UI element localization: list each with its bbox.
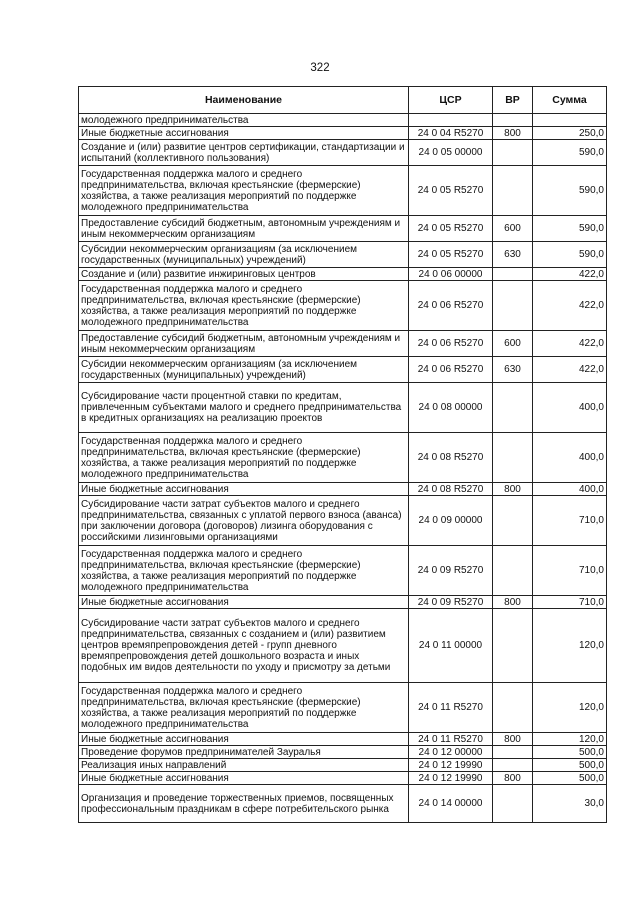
- table-row: [79, 268, 607, 281]
- row-sum-cell: 250,0: [533, 127, 607, 140]
- row-vr-cell: [493, 433, 533, 483]
- row-csr-cell: 24 0 08 00000: [409, 383, 493, 433]
- table-row: [79, 733, 607, 746]
- row-vr-cell: 600: [493, 331, 533, 357]
- row-sum-cell: 500,0: [533, 759, 607, 772]
- table-row: [79, 596, 607, 609]
- row-sum-cell: 422,0: [533, 281, 607, 331]
- row-name-cell: Государственная поддержка малого и среднего предпринимательства, включая крестьянские (фермерские) хозяйства, а также реализация мероприятий по поддержке молодежного предпринимательства: [79, 281, 409, 331]
- row-vr-cell: [493, 383, 533, 433]
- table-row: [79, 785, 607, 823]
- row-name-cell: Государственная поддержка малого и среднего предпринимательства, включая крестьянские (фермерские) хозяйства, а также реализация мероприятий по поддержке молодежного предпринимательства: [79, 433, 409, 483]
- row-sum-cell: 120,0: [533, 683, 607, 733]
- row-name-cell: Государственная поддержка малого и среднего предпринимательства, включая крестьянские (фермерские) хозяйства, а также реализация мероприятий по поддержке молодежного предпринимательства: [79, 546, 409, 596]
- row-csr-cell: 24 0 06 00000: [409, 268, 493, 281]
- row-csr-cell: 24 0 09 R5270: [409, 596, 493, 609]
- row-vr-cell: [493, 785, 533, 823]
- row-sum-cell: 500,0: [533, 772, 607, 785]
- table-row: [79, 433, 607, 483]
- row-name-cell: Иные бюджетные ассигнования: [79, 127, 409, 140]
- row-csr-cell: 24 0 06 R5270: [409, 331, 493, 357]
- row-vr-cell: 800: [493, 772, 533, 785]
- row-csr-cell: 24 0 11 R5270: [409, 733, 493, 746]
- row-sum-cell: 422,0: [533, 357, 607, 383]
- row-vr-cell: [493, 496, 533, 546]
- row-csr-cell: 24 0 12 19990: [409, 759, 493, 772]
- header-sum: Сумма: [533, 87, 607, 114]
- row-name-cell: Государственная поддержка малого и среднего предпринимательства, включая крестьянские (фермерские) хозяйства, а также реализация мероприятий по поддержке молодежного предпринимательства: [79, 683, 409, 733]
- row-vr-cell: [493, 683, 533, 733]
- row-vr-cell: 600: [493, 216, 533, 242]
- row-csr-cell: 24 0 12 19990: [409, 772, 493, 785]
- row-sum-cell: 590,0: [533, 216, 607, 242]
- row-csr-cell: 24 0 05 R5270: [409, 216, 493, 242]
- table-row: [79, 242, 607, 268]
- row-name-cell: Субсидии некоммерческим организациям (за исключением государственных (муниципальных) учреждений): [79, 242, 409, 268]
- table-row: [79, 281, 607, 331]
- row-csr-cell: 24 0 04 R5270: [409, 127, 493, 140]
- row-name-cell: Субсидирование части процентной ставки по кредитам, привлеченным субъектами малого и среднего предпринимательства в кредитных организациях на реализацию проектов: [79, 383, 409, 433]
- header-name: Наименование: [79, 87, 409, 114]
- row-vr-cell: [493, 746, 533, 759]
- row-name-cell: Создание и (или) развитие центров сертификации, стандартизации и испытаний (коллективного пользования): [79, 140, 409, 166]
- row-sum-cell: 710,0: [533, 496, 607, 546]
- table-row: [79, 127, 607, 140]
- row-sum-cell: 590,0: [533, 166, 607, 216]
- row-vr-cell: [493, 759, 533, 772]
- row-vr-cell: 800: [493, 127, 533, 140]
- row-csr-cell: 24 0 05 00000: [409, 140, 493, 166]
- table-row: [79, 140, 607, 166]
- row-csr-cell: 24 0 05 R5270: [409, 166, 493, 216]
- row-vr-cell: 630: [493, 357, 533, 383]
- table-header-row: [79, 87, 607, 114]
- row-csr-cell: 24 0 08 R5270: [409, 433, 493, 483]
- table-row: [79, 546, 607, 596]
- row-name-cell: Реализация иных направлений: [79, 759, 409, 772]
- table-row: [79, 772, 607, 785]
- row-vr-cell: [493, 268, 533, 281]
- row-csr-cell: 24 0 08 R5270: [409, 483, 493, 496]
- row-sum-cell: 120,0: [533, 609, 607, 683]
- row-sum-cell: 400,0: [533, 483, 607, 496]
- row-name-cell: Предоставление субсидий бюджетным, автономным учреждениям и иным некоммерческим организациям: [79, 331, 409, 357]
- row-vr-cell: [493, 609, 533, 683]
- row-csr-cell: 24 0 06 R5270: [409, 357, 493, 383]
- row-csr-cell: 24 0 06 R5270: [409, 281, 493, 331]
- row-csr-cell: 24 0 11 R5270: [409, 683, 493, 733]
- row-csr-cell: 24 0 12 00000: [409, 746, 493, 759]
- row-csr-cell: 24 0 05 R5270: [409, 242, 493, 268]
- row-sum-cell: 590,0: [533, 140, 607, 166]
- row-name-cell: Иные бюджетные ассигнования: [79, 483, 409, 496]
- row-name-cell: Государственная поддержка малого и среднего предпринимательства, включая крестьянские (фермерские) хозяйства, а также реализация мероприятий по поддержке молодежного предпринимательства: [79, 166, 409, 216]
- row-name-cell: молодежного предпринимательства: [79, 114, 409, 127]
- row-name-cell: Проведение форумов предпринимателей Зауралья: [79, 746, 409, 759]
- row-sum-cell: 422,0: [533, 331, 607, 357]
- row-name-cell: Иные бюджетные ассигнования: [79, 772, 409, 785]
- row-vr-cell: 800: [493, 733, 533, 746]
- row-name-cell: Субсидии некоммерческим организациям (за исключением государственных (муниципальных) учреждений): [79, 357, 409, 383]
- row-name-cell: Субсидирование части затрат субъектов малого и среднего предпринимательства, связанных с уплатой первого взноса (аванса) при заключении договора (договоров) лизинга оборудования с российскими лизинговыми организациями: [79, 496, 409, 546]
- table-row: [79, 496, 607, 546]
- row-csr-cell: 24 0 14 00000: [409, 785, 493, 823]
- table-row: [79, 609, 607, 683]
- row-vr-cell: 630: [493, 242, 533, 268]
- row-name-cell: Предоставление субсидий бюджетным, автономным учреждениям и иным некоммерческим организациям: [79, 216, 409, 242]
- row-sum-cell: 590,0: [533, 242, 607, 268]
- row-name-cell: Создание и (или) развитие инжиринговых центров: [79, 268, 409, 281]
- table-row: [79, 331, 607, 357]
- row-vr-cell: [493, 281, 533, 331]
- row-csr-cell: 24 0 09 00000: [409, 496, 493, 546]
- row-sum-cell: 120,0: [533, 733, 607, 746]
- row-sum-cell: 710,0: [533, 596, 607, 609]
- header-csr: ЦСР: [409, 87, 493, 114]
- table-row: [79, 683, 607, 733]
- budget-table: [78, 86, 607, 823]
- header-vr: ВР: [493, 87, 533, 114]
- row-vr-cell: [493, 114, 533, 127]
- table-body: [79, 114, 607, 823]
- row-vr-cell: 800: [493, 596, 533, 609]
- table-row: [79, 383, 607, 433]
- row-sum-cell: 422,0: [533, 268, 607, 281]
- table-row: [79, 759, 607, 772]
- row-csr-cell: 24 0 11 00000: [409, 609, 493, 683]
- row-vr-cell: [493, 140, 533, 166]
- table-row: [79, 216, 607, 242]
- row-name-cell: Субсидирование части затрат субъектов малого и среднего предпринимательства, связанных с созданием и (или) развитием центров времяпрепровождения детей - групп дневного времяпрепровождения детей дошкольного возраста и иных подобных им видов деятельности по уходу и присмотру за детьми: [79, 609, 409, 683]
- table-row: [79, 746, 607, 759]
- row-name-cell: Организация и проведение торжественных приемов, посвященных профессиональным праздникам в сфере потребительского рынка: [79, 785, 409, 823]
- page-number: 322: [310, 62, 330, 74]
- row-csr-cell: [409, 114, 493, 127]
- row-sum-cell: 500,0: [533, 746, 607, 759]
- row-name-cell: Иные бюджетные ассигнования: [79, 596, 409, 609]
- row-vr-cell: 800: [493, 483, 533, 496]
- row-sum-cell: 400,0: [533, 433, 607, 483]
- row-sum-cell: 710,0: [533, 546, 607, 596]
- row-sum-cell: 400,0: [533, 383, 607, 433]
- table-row: [79, 483, 607, 496]
- row-sum-cell: 30,0: [533, 785, 607, 823]
- table-row: [79, 166, 607, 216]
- table-row: [79, 357, 607, 383]
- table-row: [79, 114, 607, 127]
- row-vr-cell: [493, 546, 533, 596]
- row-vr-cell: [493, 166, 533, 216]
- row-csr-cell: 24 0 09 R5270: [409, 546, 493, 596]
- row-name-cell: Иные бюджетные ассигнования: [79, 733, 409, 746]
- row-sum-cell: [533, 114, 607, 127]
